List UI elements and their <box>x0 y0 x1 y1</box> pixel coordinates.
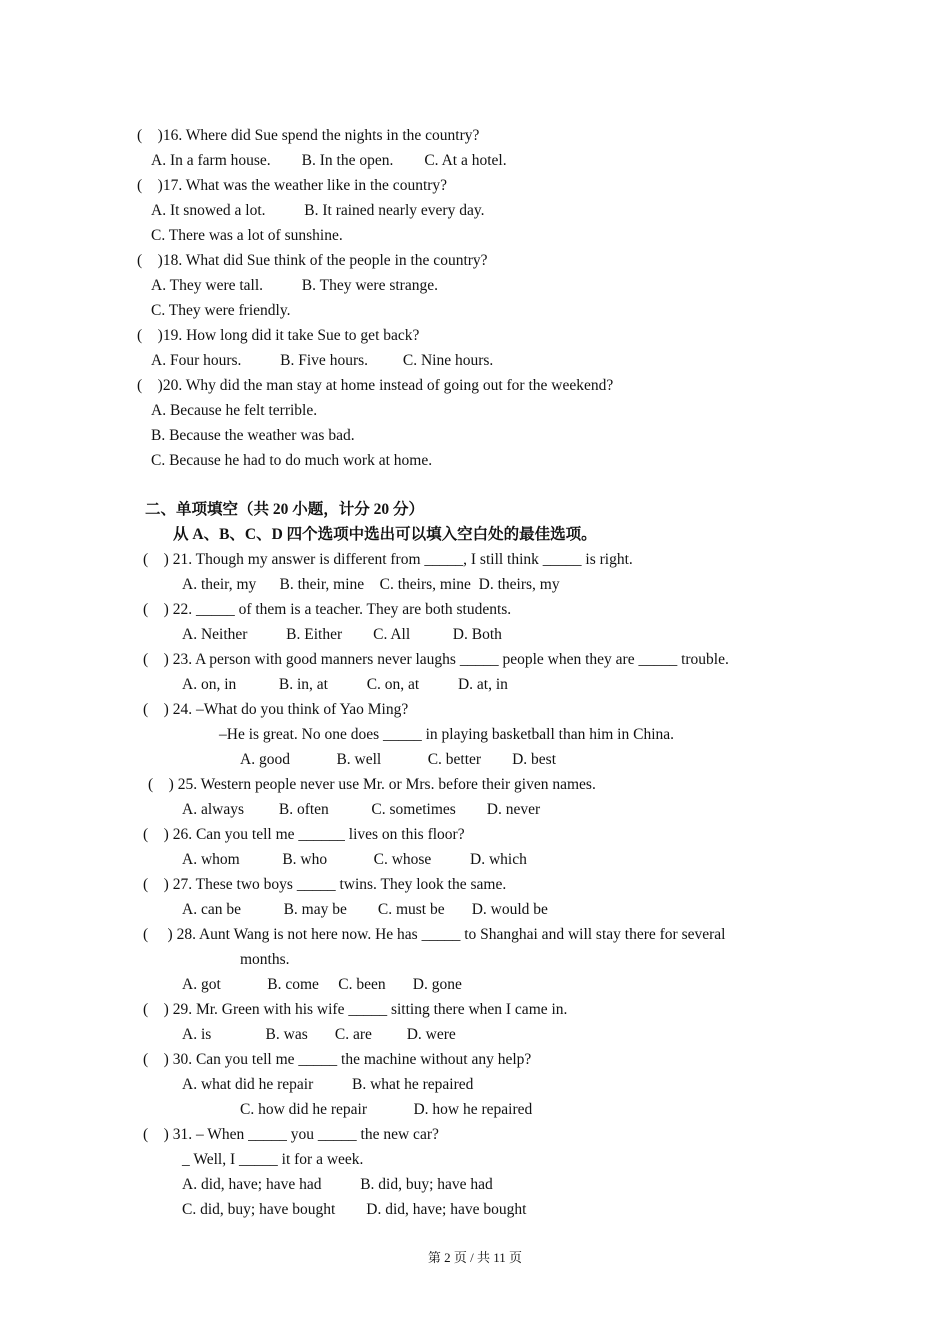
question-30-options-cd: C. how did he repair D. how he repaired <box>240 1101 533 1118</box>
question-17-options-ab: A. It snowed a lot. B. It rained nearly every day. <box>151 202 485 219</box>
question-19-options: A. Four hours. B. Five hours. C. Nine hours. <box>151 352 494 369</box>
question-31-response: _ Well, I _____ it for a week. <box>182 1151 364 1168</box>
question-17-stem: ( )17. What was the weather like in the country? <box>137 177 448 194</box>
question-16-options: A. In a farm house. B. In the open. C. At a hotel. <box>151 152 507 169</box>
section-2-heading: 二、单项填空（共 20 小题，计分 20 分） <box>145 501 425 518</box>
question-22-options: A. Neither B. Either C. All D. Both <box>182 626 502 643</box>
question-17-option-c: C. There was a lot of sunshine. <box>151 227 343 244</box>
question-26-options: A. whom B. who C. whose D. which <box>182 851 527 868</box>
page-footer: 第 2 页 / 共 11 页 <box>427 1250 523 1265</box>
section-2-instruction: 从 A、B、C、D 四个选项中选出可以填入空白处的最佳选项。 <box>173 526 597 543</box>
question-19-stem: ( )19. How long did it take Sue to get back? <box>137 327 420 344</box>
question-25-stem: ( ) 25. Western people never use Mr. or Mrs. before their given names. <box>148 776 596 793</box>
question-23-options: A. on, in B. in, at C. on, at D. at, in <box>182 676 508 693</box>
question-20-option-b: B. Because the weather was bad. <box>151 427 355 444</box>
question-27-options: A. can be B. may be C. must be D. would be <box>182 901 548 918</box>
question-16-stem: ( )16. Where did Sue spend the nights in the country? <box>137 127 480 144</box>
question-30-options-ab: A. what did he repair B. what he repaired <box>182 1076 474 1093</box>
question-18-option-c: C. They were friendly. <box>151 302 291 319</box>
question-29-stem: ( ) 29. Mr. Green with his wife _____ sitting there when I came in. <box>143 1001 568 1018</box>
question-31-options-cd: C. did, buy; have bought D. did, have; have bought <box>182 1201 527 1218</box>
question-27-stem: ( ) 27. These two boys _____ twins. They look the same. <box>143 876 507 893</box>
question-28-options: A. got B. come C. been D. gone <box>182 976 462 993</box>
question-24-stem: ( ) 24. –What do you think of Yao Ming? <box>143 701 409 718</box>
question-21-options: A. their, my B. their, mine C. theirs, mine D. theirs, my <box>182 576 560 593</box>
question-22-stem: ( ) 22. _____ of them is a teacher. They are both students. <box>143 601 512 618</box>
question-25-options: A. always B. often C. sometimes D. never <box>182 801 541 818</box>
question-26-stem: ( ) 26. Can you tell me ______ lives on this floor? <box>143 826 465 843</box>
question-20-option-c: C. Because he had to do much work at home. <box>151 452 433 469</box>
question-28-continuation: months. <box>240 951 290 968</box>
question-31-stem: ( ) 31. – When _____ you _____ the new car? <box>143 1126 439 1143</box>
question-30-stem: ( ) 30. Can you tell me _____ the machine without any help? <box>143 1051 532 1068</box>
question-20-stem: ( )20. Why did the man stay at home instead of going out for the weekend? <box>137 377 614 394</box>
question-29-options: A. is B. was C. are D. were <box>182 1026 456 1043</box>
question-18-stem: ( )18. What did Sue think of the people in the country? <box>137 252 488 269</box>
question-24-response: –He is great. No one does _____ in playing basketball than him in China. <box>219 726 675 743</box>
question-23-stem: ( ) 23. A person with good manners never laughs _____ people when they are _____ trouble. <box>143 651 729 668</box>
question-31-options-ab: A. did, have; have had B. did, buy; have had <box>182 1176 493 1193</box>
question-18-options-ab: A. They were tall. B. They were strange. <box>151 277 438 294</box>
question-28-stem: ( ) 28. Aunt Wang is not here now. He has _____ to Shanghai and will stay there for several <box>143 926 726 943</box>
question-24-options: A. good B. well C. better D. best <box>240 751 557 768</box>
question-21-stem: ( ) 21. Though my answer is different from _____, I still think _____ is right. <box>143 551 633 568</box>
question-20-option-a: A. Because he felt terrible. <box>151 402 318 419</box>
